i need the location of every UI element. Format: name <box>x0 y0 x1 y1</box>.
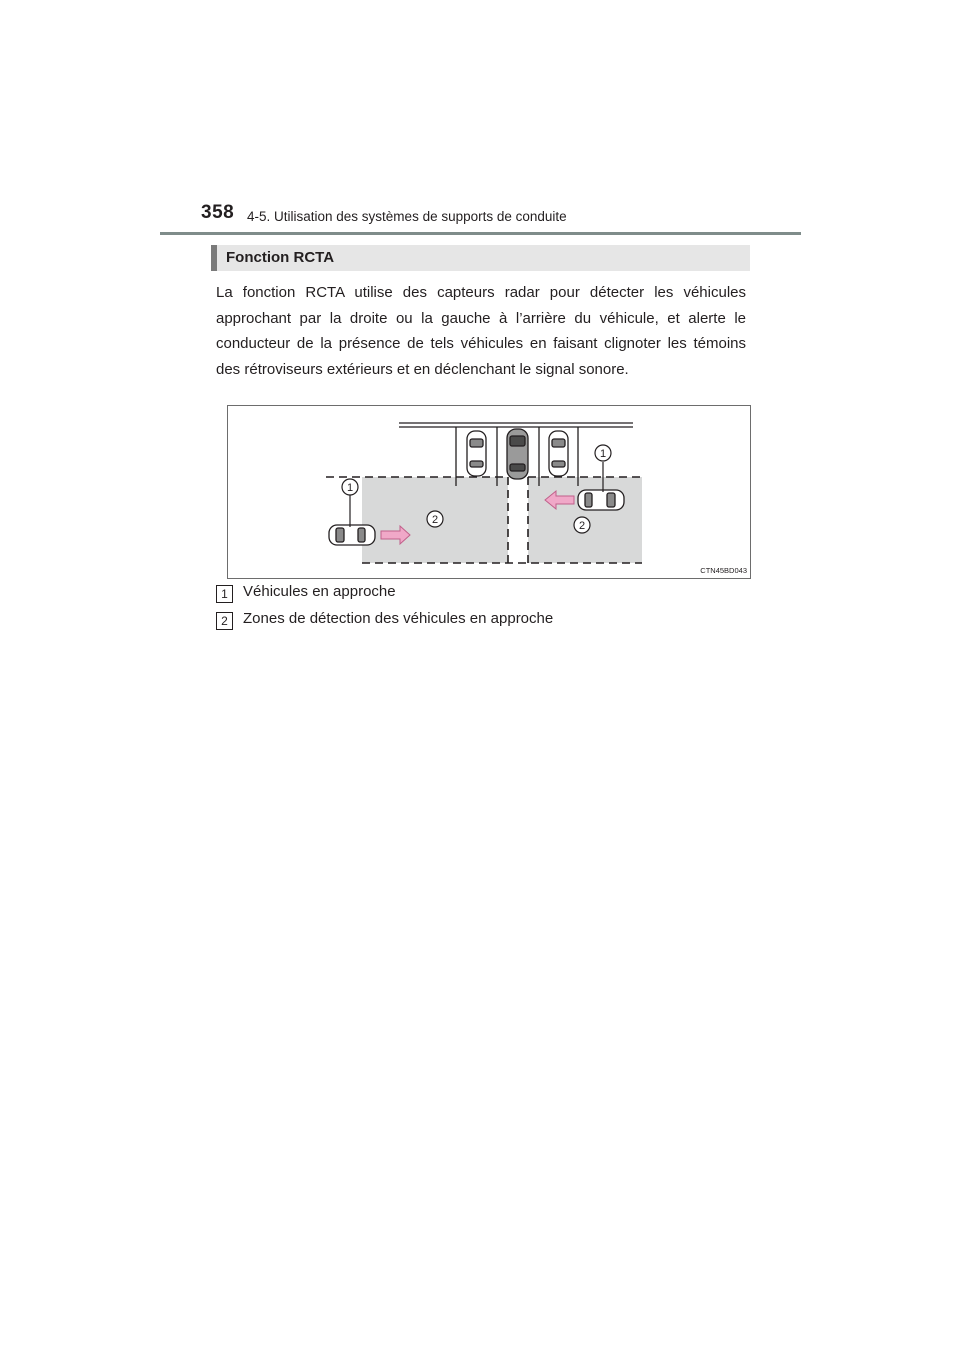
header-rule <box>160 232 801 235</box>
legend-badge: 1 <box>216 585 233 603</box>
figure-code: CTN45BD043 <box>700 566 747 575</box>
legend-item <box>216 583 756 607</box>
page-number: 358 <box>201 202 235 223</box>
own-vehicle-icon <box>507 429 528 479</box>
chapter-title: 4-5. Utilisation des systèmes de supports de conduite <box>247 209 567 224</box>
section-body: La fonction RCTA utilise des capteurs radar pour détecter les véhicules approchant par la droite ou la gauche à l’arrière du véhicule, et alerte le conducteur de la présence de tels véhicules en faisant clignoter les témoins des rétroviseurs extérieurs et en déclenchant le signal sonore. <box>216 284 746 378</box>
illustration-drawing <box>228 406 752 580</box>
callout-1-right: 1 <box>599 448 607 460</box>
rcta-illustration <box>227 405 751 579</box>
legend-text: Zones de détection des véhicules en approche <box>243 610 554 627</box>
parked-car-icon <box>467 431 486 476</box>
approaching-vehicle-right-icon <box>578 490 624 510</box>
parked-car-icon <box>549 431 568 476</box>
legend-item <box>216 610 756 634</box>
callout-2-left: 2 <box>431 514 439 526</box>
callout-1-left: 1 <box>346 482 354 494</box>
legend-text: Véhicules en approche <box>243 583 396 600</box>
callout-2-right: 2 <box>578 520 586 532</box>
legend-badge: 2 <box>216 612 233 630</box>
section-heading <box>211 245 750 271</box>
section-heading-label: Fonction RCTA <box>226 249 335 266</box>
approaching-vehicle-left-icon <box>329 525 375 545</box>
